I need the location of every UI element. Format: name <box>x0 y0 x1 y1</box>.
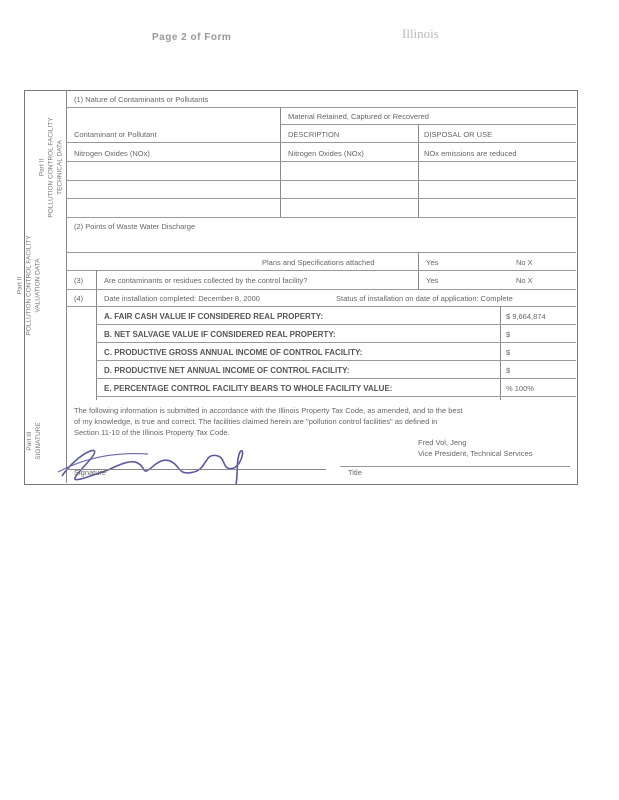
signer-name: Fred Vol, Jeng <box>418 438 467 447</box>
q3-number: (3) <box>74 276 84 285</box>
q4-label: Date installation completed: December 8, 2000 <box>104 294 260 303</box>
page-header-right: Illinois <box>402 26 439 41</box>
q3-label: Are contaminants or residues collected by the control facility? <box>104 276 308 285</box>
section2-title: (2) Points of Waste Water Discharge <box>74 222 196 231</box>
valuation-label: A. FAIR CASH VALUE IF CONSIDERED REAL PROPERTY: <box>104 312 324 321</box>
valuation-label: D. PRODUCTIVE NET ANNUAL INCOME OF CONTROL FACILITY: <box>104 366 350 375</box>
valuation-value: % 100% <box>506 384 534 393</box>
table-row-line <box>66 180 576 181</box>
table-row-line <box>66 198 576 199</box>
side-column-divider <box>66 90 67 483</box>
row1-contaminant: Nitrogen Oxides (NOx) <box>74 149 150 158</box>
divider <box>66 289 576 290</box>
column-divider <box>280 107 281 217</box>
plans-label: Plans and Specifications attached <box>262 258 375 267</box>
column-divider <box>418 124 419 217</box>
signature-label: Signature <box>74 468 107 477</box>
row1-description: Nitrogen Oxides (NOx) <box>288 149 364 158</box>
valuation-label: B. NET SALVAGE VALUE IF CONSIDERED REAL PROPERTY: <box>104 330 336 339</box>
signer-title: Vice President, Technical Services <box>418 449 533 458</box>
side-label-line: Part II <box>38 158 46 177</box>
q4-status: Status of installation on date of application: Complete <box>336 294 513 303</box>
divider <box>66 270 576 271</box>
divider <box>66 107 576 108</box>
side-label-line: POLLUTION CONTROL FACILITY <box>25 235 33 336</box>
column-divider <box>418 252 419 290</box>
col-disposal-header: DISPOSAL OR USE <box>424 130 493 139</box>
side-label-valuation <box>16 221 43 351</box>
plans-yes[interactable]: Yes <box>426 258 439 267</box>
page-header: Page 2 of Form <box>152 32 232 43</box>
side-label-line: SIGNATURE <box>35 422 42 460</box>
valuation-value: $ <box>506 348 511 357</box>
valuation-row-line <box>96 342 576 343</box>
q3-yes[interactable]: Yes <box>426 276 439 285</box>
valuation-value: $ <box>506 366 511 375</box>
valuation-row-line <box>96 378 576 379</box>
section1-title: (1) Nature of Contaminants or Pollutants <box>74 95 209 104</box>
col-description-header: DESCRIPTION <box>288 130 340 139</box>
material-header: Material Retained, Captured or Recovered <box>288 112 429 121</box>
cert-line-3: Section 11-10 of the Illinois Property Tax Code. <box>74 428 230 437</box>
cert-line-1: The following information is submitted in accordance with the Illinois Property Tax Code, as amended, and to the best <box>74 406 463 415</box>
side-label-technical <box>38 103 65 233</box>
side-label-line: TECHNICAL DATA <box>56 140 64 195</box>
title-line <box>340 466 570 467</box>
side-label-line: Part II <box>16 276 24 295</box>
divider <box>66 217 576 218</box>
col-contaminant-header: Contaminant or Pollutant <box>74 130 157 139</box>
side-label-signature <box>25 411 43 471</box>
valuation-row-line <box>96 360 576 361</box>
q3-no[interactable]: No X <box>516 276 533 285</box>
valuation-label: C. PRODUCTIVE GROSS ANNUAL INCOME OF CONTROL FACILITY: <box>104 348 363 357</box>
signature-image <box>48 432 268 488</box>
valuation-row-line <box>96 324 576 325</box>
valuation-label: E. PERCENTAGE CONTROL FACILITY BEARS TO WHOLE FACILITY VALUE: <box>104 384 393 393</box>
cert-line-2: of my knowledge, is true and correct. The facilities claimed herein are "pollution control facilities" as defined in <box>74 417 438 426</box>
table-row-line <box>66 161 576 162</box>
side-label-line: Part III <box>26 431 33 451</box>
side-label-line: POLLUTION CONTROL FACILITY <box>47 117 55 218</box>
valuation-value: $ 9,664,874 <box>506 312 546 321</box>
divider <box>66 252 576 253</box>
column-divider <box>500 306 501 400</box>
plans-no[interactable]: No X <box>516 258 533 267</box>
q4-number: (4) <box>74 294 84 303</box>
valuation-row-line <box>96 396 576 397</box>
divider <box>66 142 576 143</box>
title-label: Title <box>348 468 362 477</box>
divider <box>280 124 576 125</box>
row1-disposal: NOx emissions are reduced <box>424 149 517 158</box>
side-label-line: VALUATION DATA <box>34 258 42 313</box>
valuation-value: $ <box>506 330 511 339</box>
